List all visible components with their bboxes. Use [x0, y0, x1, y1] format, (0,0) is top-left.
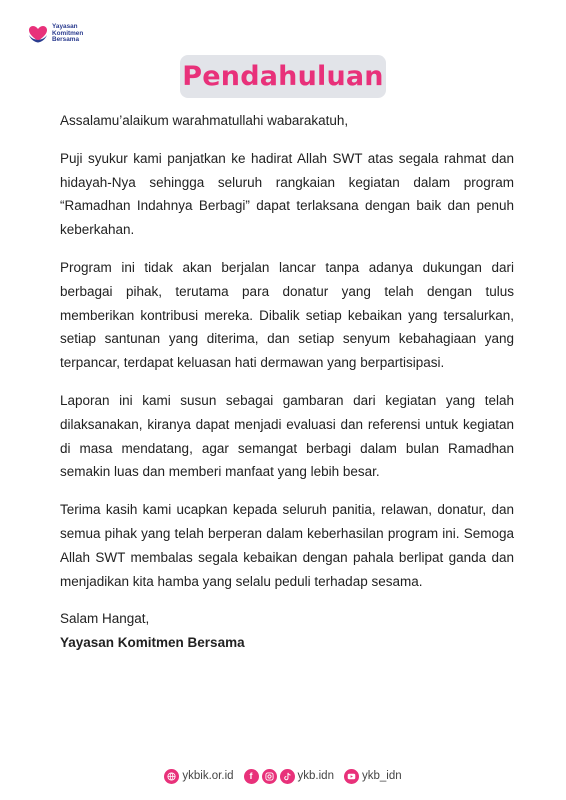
youtube-link[interactable] [344, 769, 402, 784]
youtube-handle-text: ykb_idn [361, 770, 402, 782]
heart-hands-logo-icon [27, 24, 49, 44]
closing: Salam Hangat, [60, 611, 150, 627]
greeting: Assalamu’alaikum warahmatullahi wabarakatuh, [60, 113, 349, 128]
logo-line: Yayasan [52, 23, 78, 31]
instagram-icon[interactable] [262, 769, 277, 784]
social-handle-text: ykb.idn [297, 770, 334, 782]
organization-logo [27, 24, 83, 44]
paragraph: Terima kasih kami ucapkan kepada seluruh panitia, relawan, donatur, dan semua pihak yang telah berperan dalam keberhasilan program ini. Semoga Allah SWT membalas segala kebaikan dengan pahala berlipat ganda dan menjadikan kita hamba yang selalu peduli terhadap sesama. [60, 502, 514, 589]
tiktok-icon[interactable] [280, 769, 295, 784]
letter-body [60, 109, 514, 655]
youtube-icon [344, 769, 359, 784]
title-banner [180, 55, 386, 98]
footer-contacts [0, 766, 566, 786]
paragraph: Program ini tidak akan berjalan lancar tanpa adanya dukungan dari berbagai pihak, terutama para donatur yang telah dengan tulus memberikan kontribusi mereka. Dibalik setiap kebaikan yang tersalurkan, setiap santunan yang diterima, dan setiap senyum kebahagiaan yang terpancar, terdapat keluasan hati dermawan yang berpartisipasi. [60, 259, 514, 371]
logo-wordmark [52, 24, 83, 44]
signature: Yayasan Komitmen Bersama [60, 635, 245, 651]
social-links[interactable] [244, 769, 334, 784]
logo-line: Komitmen [52, 29, 84, 37]
website-link[interactable] [164, 769, 233, 784]
paragraph: Laporan ini kami susun sebagai gambaran dari kegiatan yang telah dilaksanakan, kiranya dapat menjadi evaluasi dan referensi untuk kegiatan di masa mendatang, agar semangat berbagi dalam bulan Ramadhan semakin luas dan memberi manfaat yang lebih besar. [60, 392, 514, 480]
page-title: Pendahuluan [182, 61, 384, 92]
facebook-icon[interactable]: f [244, 769, 259, 784]
paragraph: Puji syukur kami panjatkan ke hadirat Allah SWT atas segala rahmat dan hidayah-Nya sehingga seluruh rangkaian kegiatan dalam program “Ramadhan Indahnya Berbagi” dapat terlaksana dengan baik dan penuh keberkahan. [60, 150, 514, 238]
website-text: ykbik.or.id [182, 770, 234, 782]
logo-line: Bersama [52, 36, 80, 44]
globe-icon [164, 769, 179, 784]
